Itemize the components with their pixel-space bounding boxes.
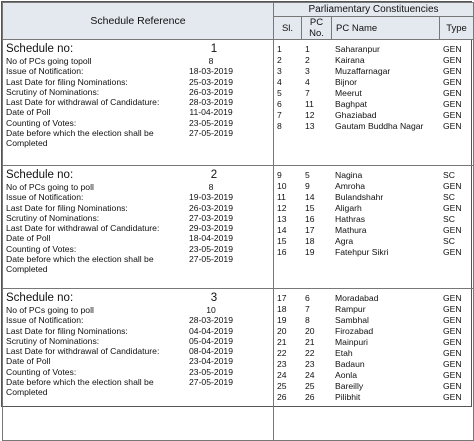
schedule-detail-row — [6, 223, 269, 233]
schedule-detail-row — [6, 107, 269, 117]
pc-number: 3 — [305, 66, 310, 76]
parliamentary-constituencies-header: Parliamentary Constituencies — [274, 3, 474, 17]
constituency-row — [274, 55, 473, 66]
pc-name: Badaun — [335, 359, 365, 369]
pc-name: Mathura — [335, 225, 367, 235]
pc-number: 14 — [305, 192, 315, 202]
sl-number: 3 — [277, 66, 282, 76]
pc-name: Firozabad — [335, 326, 374, 336]
pc-name: Pilibhit — [335, 392, 361, 402]
pc-type: GEN — [443, 370, 462, 380]
pc-type: GEN — [443, 203, 462, 213]
detail-value: 8 — [208, 182, 214, 192]
pc-type: GEN — [443, 44, 462, 54]
sl-number: 1 — [277, 44, 282, 54]
pc-type: GEN — [443, 337, 462, 347]
detail-value: 29-03-2019 — [189, 223, 233, 234]
pc-number: 21 — [305, 337, 315, 347]
constituency-row — [274, 392, 473, 403]
detail-value: 11-04-2019 — [189, 107, 233, 118]
pc-number: 20 — [305, 326, 315, 336]
schedule-row — [3, 289, 474, 441]
schedule-title — [6, 42, 269, 56]
sl-number: 12 — [277, 203, 287, 213]
pc-name: Nagina — [335, 170, 363, 180]
pc-type: GEN — [443, 247, 462, 257]
schedule-number: 2 — [210, 169, 218, 181]
constituency-row — [274, 121, 473, 132]
sl-number: 8 — [277, 121, 282, 131]
detail-label: Issue of Notification: — [6, 192, 84, 203]
schedule-detail-row — [6, 192, 269, 202]
schedule-detail-row — [6, 254, 269, 264]
pc-name: Etah — [335, 348, 353, 358]
constituency-row — [274, 359, 473, 370]
constituency-list — [274, 289, 474, 441]
constituency-row — [274, 77, 473, 88]
detail-value: 27-05-2019 — [189, 377, 233, 388]
detail-value: 05-04-2019 — [189, 335, 233, 346]
constituency-row — [274, 293, 473, 304]
pc-type: GEN — [443, 77, 462, 87]
sl-number: 16 — [277, 247, 287, 257]
detail-label: Last Date for withdrawal of Candidature: — [6, 346, 160, 357]
sl-number: 25 — [277, 381, 287, 391]
constituency-row — [274, 66, 473, 77]
schedule-details — [3, 289, 274, 441]
schedule-detail-row — [6, 56, 269, 66]
detail-value: 8 — [208, 56, 214, 66]
detail-value: 28-03-2019 — [189, 315, 233, 326]
schedule-detail-row — [6, 346, 269, 356]
detail-label: Scrutiny of Nominations: — [6, 335, 100, 346]
detail-label: Scrutiny of Nominations: — [6, 212, 100, 223]
constituency-row — [274, 203, 473, 214]
pc-number: 18 — [305, 236, 315, 246]
detail-value: 27-03-2019 — [189, 212, 233, 223]
schedule-detail-row — [6, 213, 269, 223]
detail-value — [156, 138, 266, 148]
detail-value: 27-05-2019 — [189, 128, 233, 139]
detail-label: Last Date for filing Nominations: — [6, 325, 128, 336]
pc-number: 16 — [305, 214, 315, 224]
schedule-label: Schedule no: — [6, 43, 74, 55]
pc-type: GEN — [443, 359, 462, 369]
schedule-detail-row — [6, 326, 269, 336]
schedule-detail-row — [6, 77, 269, 87]
pc-type: GEN — [443, 293, 462, 303]
schedule-detail-row — [6, 377, 269, 387]
type-column-header: Type — [440, 17, 474, 40]
detail-label: Completed — [6, 264, 48, 275]
pc-name: Amroha — [335, 181, 366, 191]
sl-number: 15 — [277, 236, 287, 246]
pc-type: GEN — [443, 55, 462, 65]
schedule-number: 3 — [210, 292, 218, 304]
constituency-row — [274, 370, 473, 381]
detail-label: No of PCs going to poll — [6, 182, 94, 192]
pc-name: Baghpat — [335, 99, 368, 109]
schedule-details — [3, 166, 274, 289]
pc-type: GEN — [443, 110, 462, 120]
detail-value: 08-04-2019 — [189, 346, 233, 357]
sl-number: 13 — [277, 214, 287, 224]
constituency-row — [274, 88, 473, 99]
schedule-detail-row — [6, 387, 269, 397]
detail-value — [156, 387, 266, 397]
detail-value: 23-05-2019 — [189, 366, 233, 377]
pc-number: 12 — [305, 110, 315, 120]
sl-number: 17 — [277, 293, 287, 303]
constituency-row — [274, 337, 473, 348]
schedule-detail-row — [6, 203, 269, 213]
pc-number: 2 — [305, 55, 310, 65]
sl-number: 24 — [277, 370, 287, 380]
pc-name: Meerut — [335, 88, 362, 98]
schedule-grid — [2, 2, 474, 441]
detail-label: No of PCs going topoll — [6, 56, 92, 66]
pc-name: Agra — [335, 236, 354, 246]
sl-number: 26 — [277, 392, 287, 402]
detail-label: Last Date for withdrawal of Candidature: — [6, 97, 160, 108]
schedule-detail-row — [6, 182, 269, 192]
constituency-row — [274, 110, 473, 121]
pc-number: 8 — [305, 315, 310, 325]
detail-value: 26-03-2019 — [189, 202, 233, 213]
constituency-row — [274, 381, 473, 392]
schedule-detail-row — [6, 356, 269, 366]
pc-type: GEN — [443, 225, 462, 235]
constituency-row — [274, 44, 473, 55]
constituency-row — [274, 192, 473, 203]
detail-value — [156, 264, 266, 274]
detail-label: Issue of Notification: — [6, 66, 84, 77]
pc-type: GEN — [443, 88, 462, 98]
pc-name: Muzaffarnagar — [335, 66, 391, 76]
constituency-row — [274, 170, 473, 181]
detail-label: Last Date for filing Nominations: — [6, 202, 128, 213]
detail-value: 25-03-2019 — [189, 76, 233, 87]
sl-number: 20 — [277, 326, 287, 336]
detail-label: Counting of Votes: — [6, 117, 77, 128]
sl-number: 6 — [277, 99, 282, 109]
pc-name: Bareilly — [335, 381, 364, 391]
sl-number: 10 — [277, 181, 287, 191]
constituency-row — [274, 99, 473, 110]
constituency-row — [274, 304, 473, 315]
detail-value: 23-05-2019 — [189, 243, 233, 254]
pc-name: Aonla — [335, 370, 357, 380]
pc-name: Aligarh — [335, 203, 362, 213]
detail-value: 18-04-2019 — [189, 233, 233, 244]
sl-number: 4 — [277, 77, 282, 87]
detail-label: Date before which the election shall be — [6, 377, 154, 388]
pc-name: Sambhal — [335, 315, 369, 325]
detail-label: Date before which the election shall be — [6, 254, 154, 265]
pc-number: 9 — [305, 181, 310, 191]
pc-number: 1 — [305, 44, 310, 54]
pc-type: GEN — [443, 181, 462, 191]
pc-type: GEN — [443, 66, 462, 76]
pc-number: 19 — [305, 247, 315, 257]
pc-no-column-header: PC No. — [302, 17, 332, 40]
schedule-detail-row — [6, 336, 269, 346]
detail-label: Date of Poll — [6, 233, 51, 244]
schedule-reference-header: Schedule Reference — [3, 3, 274, 40]
sl-number: 21 — [277, 337, 287, 347]
schedule-detail-row — [6, 305, 269, 315]
schedule-detail-row — [6, 233, 269, 243]
detail-value: 10 — [206, 305, 216, 315]
detail-value: 19-03-2019 — [189, 192, 233, 203]
constituency-row — [274, 214, 473, 225]
sl-number: 14 — [277, 225, 287, 235]
schedule-number: 1 — [210, 43, 218, 55]
pc-name: Rampur — [335, 304, 366, 314]
election-schedule-table — [1, 1, 472, 407]
pc-number: 7 — [305, 304, 310, 314]
pc-type: GEN — [443, 315, 462, 325]
pc-number: 23 — [305, 359, 315, 369]
pc-type: GEN — [443, 381, 462, 391]
pc-type: GEN — [443, 326, 462, 336]
detail-value: 28-03-2019 — [189, 97, 233, 108]
pc-name: Bijnor — [335, 77, 357, 87]
constituency-row — [274, 247, 473, 258]
schedule-detail-row — [6, 244, 269, 254]
constituency-row — [274, 348, 473, 359]
schedule-detail-row — [6, 264, 269, 274]
pc-name: Saharanpur — [335, 44, 380, 54]
schedule-title — [6, 291, 269, 305]
pc-number: 13 — [305, 121, 315, 131]
schedule-detail-row — [6, 315, 269, 325]
pc-name: Bulandshahr — [335, 192, 384, 202]
sl-number: 11 — [277, 192, 286, 202]
constituency-list — [274, 166, 474, 289]
detail-value: 04-04-2019 — [189, 325, 233, 336]
pc-name: Fatehpur Sikri — [335, 247, 389, 257]
schedule-detail-row — [6, 87, 269, 97]
pc-number: 25 — [305, 381, 315, 391]
constituency-row — [274, 225, 473, 236]
pc-number: 6 — [305, 293, 310, 303]
pc-type: SC — [443, 236, 455, 246]
schedule-row — [3, 166, 474, 289]
detail-label: Last Date for filing Nominations: — [6, 76, 128, 87]
detail-label: Date of Poll — [6, 107, 51, 118]
pc-type: GEN — [443, 121, 462, 131]
sl-number: 22 — [277, 348, 287, 358]
pc-name-column-header: PC Name — [332, 17, 440, 40]
schedule-row — [3, 40, 474, 166]
pc-number: 4 — [305, 77, 310, 87]
detail-value: 23-05-2019 — [189, 117, 233, 128]
sl-number: 19 — [277, 315, 287, 325]
detail-label: Last Date for withdrawal of Candidature: — [6, 223, 160, 234]
pc-number: 26 — [305, 392, 315, 402]
sl-number: 23 — [277, 359, 287, 369]
detail-label: Scrutiny of Nominations: — [6, 86, 100, 97]
schedule-detail-row — [6, 97, 269, 107]
pc-number: 24 — [305, 370, 315, 380]
pc-number: 7 — [305, 88, 310, 98]
pc-name: Moradabad — [335, 293, 379, 303]
pc-name: Kairana — [335, 55, 365, 65]
detail-label: Completed — [6, 138, 48, 149]
constituency-list — [274, 40, 474, 166]
constituency-row — [274, 326, 473, 337]
schedule-detail-row — [6, 138, 269, 148]
schedule-detail-row — [6, 118, 269, 128]
sl-number: 18 — [277, 304, 287, 314]
detail-label: Counting of Votes: — [6, 243, 77, 254]
schedule-details — [3, 40, 274, 166]
detail-label: Date of Poll — [6, 356, 51, 367]
detail-value: 23-04-2019 — [189, 356, 233, 367]
sl-number: 7 — [277, 110, 282, 120]
constituency-row — [274, 315, 473, 326]
detail-label: Counting of Votes: — [6, 366, 77, 377]
detail-value: 27-05-2019 — [189, 254, 233, 265]
pc-type: SC — [443, 214, 455, 224]
sl-number: 2 — [277, 55, 282, 65]
schedule-detail-row — [6, 66, 269, 76]
pc-number: 17 — [305, 225, 315, 235]
pc-type: GEN — [443, 99, 462, 109]
detail-value: 18-03-2019 — [189, 66, 233, 77]
pc-type: SC — [443, 192, 455, 202]
schedule-detail-row — [6, 128, 269, 138]
detail-label: Issue of Notification: — [6, 315, 84, 326]
schedule-label: Schedule no: — [6, 292, 74, 304]
pc-name: Hathras — [335, 214, 366, 224]
pc-type: GEN — [443, 348, 462, 358]
pc-number: 11 — [305, 99, 314, 109]
schedule-body — [3, 40, 474, 441]
constituency-row — [274, 236, 473, 247]
sl-column-header: Sl. — [274, 17, 302, 40]
pc-type: SC — [443, 170, 455, 180]
detail-label: Date before which the election shall be — [6, 128, 154, 139]
schedule-label: Schedule no: — [6, 169, 74, 181]
pc-name: Gautam Buddha Nagar — [335, 121, 424, 131]
pc-name: Ghaziabad — [335, 110, 377, 120]
detail-value: 26-03-2019 — [189, 86, 233, 97]
detail-label: Completed — [6, 387, 48, 398]
schedule-detail-row — [6, 367, 269, 377]
schedule-title — [6, 168, 269, 182]
sl-number: 5 — [277, 88, 282, 98]
pc-name: Mainpuri — [335, 337, 368, 347]
detail-label: No of PCs going to poll — [6, 305, 94, 315]
sl-number: 9 — [277, 170, 282, 180]
pc-type: GEN — [443, 392, 462, 402]
pc-type: GEN — [443, 304, 462, 314]
constituency-row — [274, 181, 473, 192]
pc-number: 5 — [305, 170, 310, 180]
pc-number: 15 — [305, 203, 315, 213]
pc-number: 22 — [305, 348, 315, 358]
